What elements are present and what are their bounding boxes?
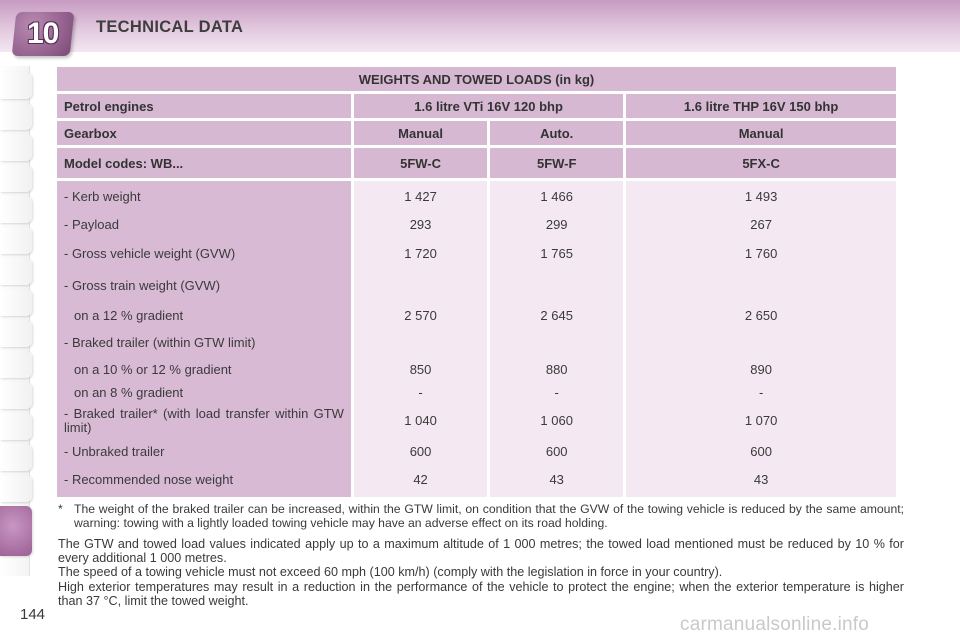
row-label: on a 12 % gradient bbox=[74, 308, 184, 323]
chapter-tab[interactable] bbox=[0, 72, 32, 99]
footnote-text: The weight of the braked trailer can be increased, within the GTW limit, on condition that the GVW of the towing vehicle is reduced by the same amount; warning: towing with a lightly loaded towing vehicle may have an adverse effect on its road holding. bbox=[74, 502, 904, 530]
chapter-tab[interactable] bbox=[0, 134, 32, 161]
gearbox-value: Manual bbox=[354, 121, 487, 145]
gearbox-value: Auto. bbox=[490, 121, 623, 145]
cell-value: 1 070 bbox=[744, 413, 778, 428]
cell-value: 1 466 bbox=[540, 189, 573, 204]
model-code: 5FW-C bbox=[354, 148, 487, 178]
cell-value bbox=[497, 268, 616, 304]
watermark: carmanualsonline.info bbox=[680, 614, 870, 635]
chapter-tab[interactable] bbox=[0, 351, 32, 378]
cell-value: 1 493 bbox=[744, 189, 778, 204]
cell-value: 1 720 bbox=[404, 246, 437, 261]
temperature-paragraph: High exterior temperatures may result in a reduction in the performance of the vehicle to protect the engine; when the exterior temperature is higher than 37 °C, limit the towed weight. bbox=[58, 580, 904, 608]
model-code: 5FW-F bbox=[490, 148, 623, 178]
engine-2-header: 1.6 litre THP 16V 150 bhp bbox=[626, 94, 896, 118]
cell-value: 1 765 bbox=[540, 246, 573, 261]
cell-value: 850 bbox=[409, 362, 432, 377]
chapter-tab[interactable] bbox=[0, 320, 32, 347]
values-column bbox=[490, 181, 623, 497]
cell-value: 1 760 bbox=[744, 246, 778, 261]
row-label: - Braked trailer (within GTW limit) bbox=[64, 335, 256, 350]
footnote bbox=[58, 502, 904, 530]
engine-1-header: 1.6 litre VTi 16V 120 bhp bbox=[354, 94, 623, 118]
cell-value: 600 bbox=[750, 444, 772, 459]
chapter-tab[interactable] bbox=[0, 289, 32, 316]
row-label: - Braked trailer* (with load transfer within GTW limit) bbox=[64, 406, 344, 435]
chapter-number: 10 bbox=[27, 17, 59, 50]
cell-value: - bbox=[418, 385, 423, 400]
chapter-tab[interactable] bbox=[0, 227, 32, 254]
speed-paragraph: The speed of a towing vehicle must not exceed 60 mph (100 km/h) (comply with the legislation in force in your country). bbox=[58, 565, 723, 579]
cell-value: 2 570 bbox=[404, 308, 437, 323]
chapter-tab[interactable] bbox=[0, 258, 32, 285]
cell-value: 293 bbox=[409, 217, 432, 232]
chapter-tab[interactable] bbox=[0, 413, 32, 440]
cell-value: 299 bbox=[545, 217, 568, 232]
cell-value bbox=[497, 328, 616, 358]
altitude-paragraph: The GTW and towed load values indicated apply up to a maximum altitude of 1 000 metres; the towed load mentioned must be reduced by 10 % for every additional 1 000 metres. bbox=[58, 537, 904, 565]
cell-value: 42 bbox=[413, 472, 428, 487]
cell-value: 267 bbox=[750, 217, 772, 232]
chapter-tab[interactable] bbox=[0, 444, 32, 471]
cell-value bbox=[361, 328, 480, 358]
values-column bbox=[626, 181, 896, 497]
chapter-tab[interactable] bbox=[0, 475, 32, 502]
cell-value: - bbox=[758, 385, 764, 400]
gearbox-label: Gearbox bbox=[57, 121, 351, 145]
chapter-tab[interactable] bbox=[0, 196, 32, 223]
cell-value: 1 427 bbox=[404, 189, 437, 204]
row-label: - Unbraked trailer bbox=[64, 444, 165, 459]
row-label: - Kerb weight bbox=[64, 189, 141, 204]
cell-value: 43 bbox=[549, 472, 564, 487]
chapter-tab-active[interactable] bbox=[0, 506, 32, 556]
row-label: on a 10 % or 12 % gradient bbox=[74, 362, 232, 377]
model-codes-label: Model codes: WB... bbox=[57, 148, 351, 178]
chapter-tab[interactable] bbox=[0, 103, 32, 130]
cell-value: 1 040 bbox=[404, 413, 437, 428]
chapter-tab[interactable] bbox=[0, 165, 32, 192]
engines-label: Petrol engines bbox=[57, 94, 351, 118]
table-title: WEIGHTS AND TOWED LOADS (in kg) bbox=[57, 67, 896, 91]
cell-value bbox=[361, 268, 480, 304]
cell-value: 890 bbox=[750, 362, 772, 377]
cell-value: 2 650 bbox=[744, 308, 778, 323]
row-label: - Gross train weight (GVW) bbox=[64, 278, 221, 293]
cell-value: 600 bbox=[545, 444, 568, 459]
row-label: - Payload bbox=[64, 217, 119, 232]
row-label: - Gross vehicle weight (GVW) bbox=[64, 246, 236, 261]
chapter-badge bbox=[12, 12, 75, 56]
cell-value bbox=[633, 268, 889, 304]
footnote-marker: * bbox=[58, 502, 63, 516]
cell-value: 1 060 bbox=[540, 413, 573, 428]
values-column bbox=[354, 181, 487, 497]
cell-value bbox=[633, 328, 889, 358]
labels-column bbox=[57, 181, 351, 497]
model-code: 5FX-C bbox=[626, 148, 896, 178]
cell-value: 880 bbox=[545, 362, 568, 377]
cell-value: 600 bbox=[409, 444, 432, 459]
row-label: on an 8 % gradient bbox=[74, 385, 184, 400]
page-title: TECHNICAL DATA bbox=[96, 18, 244, 36]
gearbox-value: Manual bbox=[626, 121, 896, 145]
weights-table bbox=[54, 64, 899, 500]
cell-value: - bbox=[554, 385, 559, 400]
row-label: - Recommended nose weight bbox=[64, 472, 234, 487]
chapter-tab[interactable] bbox=[0, 382, 32, 409]
cell-value: 43 bbox=[753, 472, 769, 487]
page-number: 144 bbox=[20, 606, 46, 623]
cell-value: 2 645 bbox=[540, 308, 573, 323]
